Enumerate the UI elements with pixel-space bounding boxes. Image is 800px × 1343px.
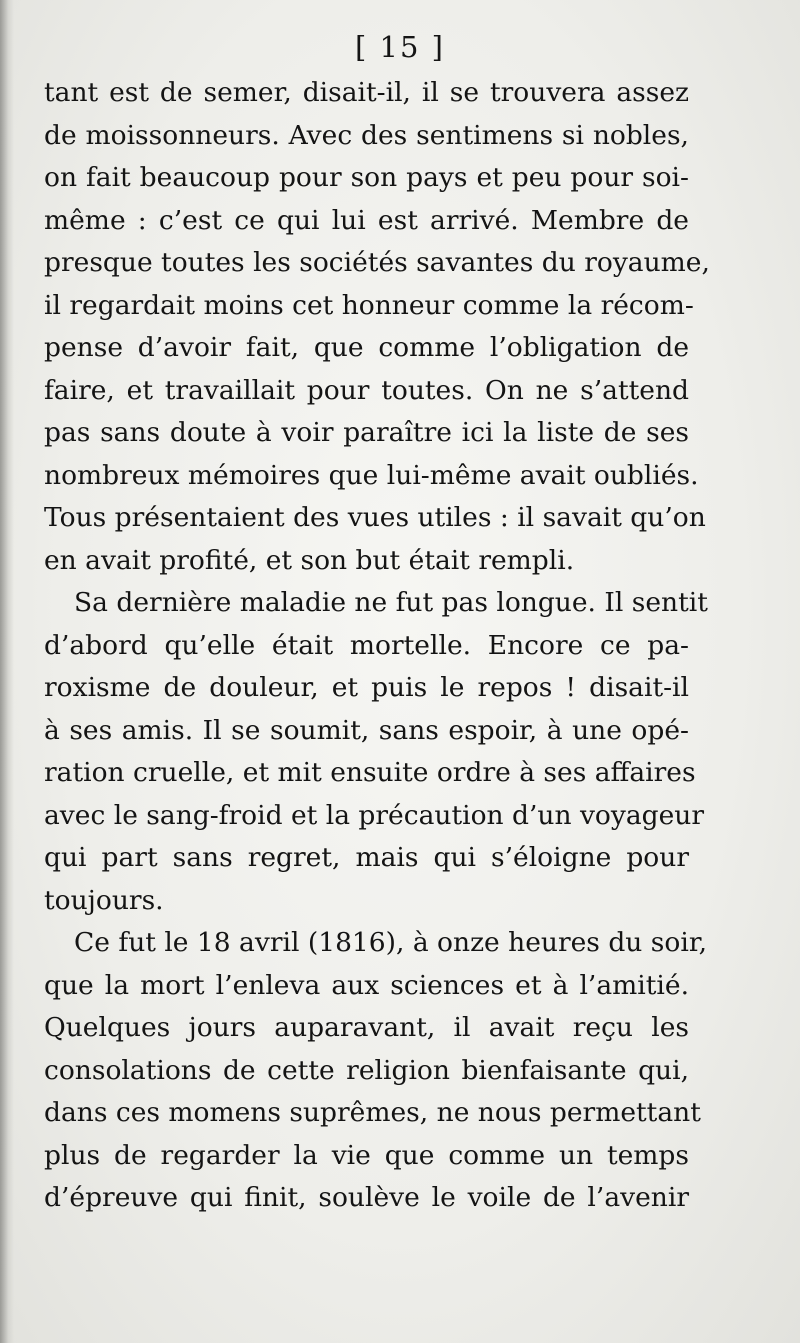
body-text <box>44 72 710 1220</box>
text-line: même : c’est ce qui lui est arrivé. Membre de <box>44 204 689 236</box>
text-line: de moissonneurs. Avec des sentimens si nobles, <box>44 119 689 151</box>
text-line: pas sans doute à voir paraître ici la liste de ses <box>44 417 689 448</box>
text-line: à ses amis. Il se soumit, sans espoir, à une opé- <box>44 714 689 746</box>
text-line: roxisme de douleur, et puis le repos ! disait-il <box>44 672 689 703</box>
text-line: Sa dernière maladie ne fut pas longue. Il sentit <box>74 587 708 618</box>
text-line: pense d’avoir fait, que comme l’obligation de <box>44 332 689 363</box>
text-line: ration cruelle, et mit ensuite ordre à ses affaires <box>44 757 696 788</box>
text-line: on fait beaucoup pour son pays et peu pour soi- <box>44 162 689 193</box>
text-line: qui part sans regret, mais qui s’éloigne pour <box>44 842 689 873</box>
text-line: d’épreuve qui finit, soulève le voile de l’avenir <box>44 1182 689 1213</box>
text-line: presque toutes les sociétés savantes du royaume, <box>44 247 710 278</box>
text-line: Quelques jours auparavant, il avait reçu les <box>44 1012 689 1043</box>
text-line: dans ces momens suprêmes, ne nous permettant <box>44 1097 701 1128</box>
text-line: consolations de cette religion bienfaisante qui, <box>44 1054 689 1086</box>
text-line: faire, et travaillait pour toutes. On ne s’attend <box>44 374 689 406</box>
text-line: tant est de semer, disait-il, il se trouvera assez <box>44 77 689 108</box>
text-line: nombreux mémoires que lui-même avait oubliés. <box>44 459 699 491</box>
text-line: avec le sang-froid et la précaution d’un voyageur <box>44 799 705 831</box>
text-line: plus de regarder la vie que comme un temps <box>44 1139 689 1171</box>
text-line: toujours. <box>44 884 164 916</box>
page-number: [ 15 ] <box>355 30 445 64</box>
text-line: en avait profité, et son but était rempli. <box>44 544 575 576</box>
text-line: d’abord qu’elle était mortelle. Encore ce pa- <box>44 629 689 661</box>
text-line: il regardait moins cet honneur comme la récom- <box>44 289 694 321</box>
text-line: Ce fut le 18 avril (1816), à onze heures du soir, <box>74 927 707 958</box>
text-line: Tous présentaient des vues utiles : il savait qu’on <box>44 502 706 533</box>
page-edge-shadow <box>0 0 14 1343</box>
text-line: que la mort l’enleva aux sciences et à l’amitié. <box>44 969 689 1001</box>
